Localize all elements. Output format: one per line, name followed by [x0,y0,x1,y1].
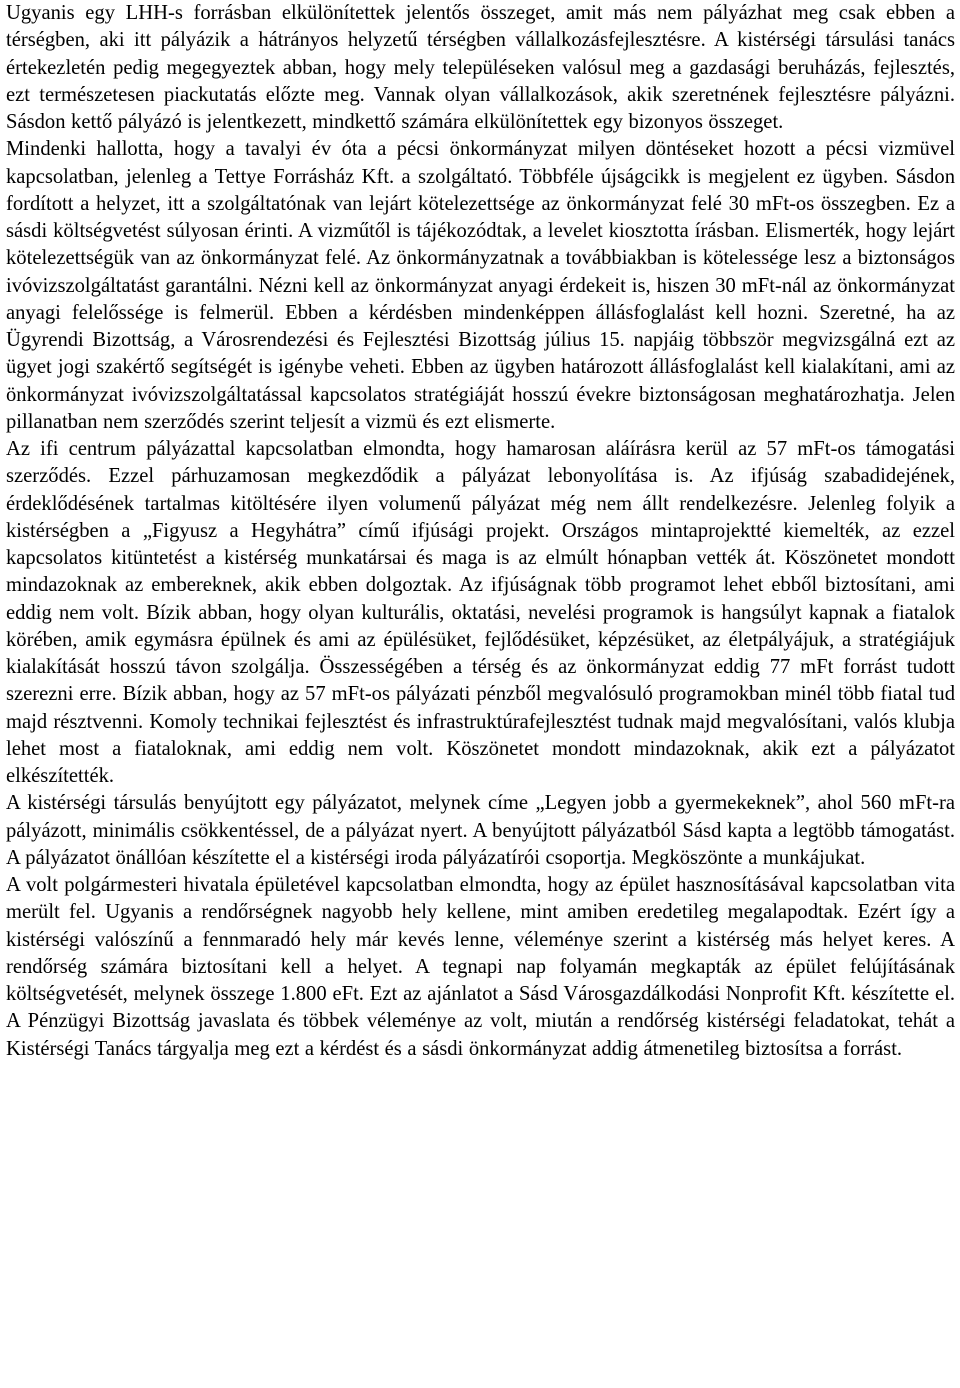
paragraph-former-mayors-office: A volt polgármesteri hivatala épületével kapcsolatban elmondta, hogy az épület hasznosításával kapcsolatban vita merült fel. Ugyanis a rendőrségnek nagyobb hely kellene, mint amiben eredetileg megalapodtak. Ezért így a kistérségi valószínű a fennmaradó hely már kevés lenne, véleménye szerint a kistérség más helyet keres. A rendőrség számára biztosítani kell a helyet. A tegnapi nap folyamán megkapták az épület felújításának költségvetését, melynek összege 1.800 eFt. Ezt az ajánlatot a Sásd Városgazdálkodási Nonprofit Kft. készítette el. A Pénzügyi Bizottság javaslata és többek véleménye az volt, miután a rendőrség kistérségi feladatokat, tehát a Kistérségi Tanács tárgyalja meg ezt a kérdést és a sásdi önkormányzat addig átmenetileg biztosítsa a forrást. [6,874,955,1060]
paragraph-lhh-funding: Ugyanis egy LHH-s forrásban elkülönítettek jelentős összeget, amit más nem pályázhat meg csak ebben a térségben, aki itt pályázik a hátrányos helyzetű térségben vállalkozásfejlesztésre. A kistérségi társulási tanács értekezletén pedig megegyeztek abban, hogy mely településeken valósul meg a gazdasági beruházás, fejlesztés, ezt természetesen piackutatás előzte meg. Vannak olyan vállalkozások, akik szeretnének fejlesztésre pályázni. Sásdon kettő pályázó is jelentkezett, mindkettő számára elkülönítettek egy bizonyos összeget. [6,2,955,133]
paragraph-children-grant: A kistérségi társulás benyújtott egy pályázatot, melynek címe „Legyen jobb a gyermekeknek”, ahol 560 mFt-ra pályázott, minimális csökkentéssel, de a pályázat nyert. A benyújtott pályázatból Sásd kapta a legtöbb támogatást. A pályázatot önállóan készítette el a kistérségi iroda pályázatírói csoportja. Megköszönte a munkájukat. [6,792,955,869]
paragraph-youth-centre: Az ifi centrum pályázattal kapcsolatban elmondta, hogy hamarosan aláírásra kerül az 57 mFt-os támogatási szerződés. Ezzel párhuzamosan megkezdődik a pályázat lebonyolítása is. Az ifjúság szabadidejének, érdeklődésének tartalmas kitöltésére ilyen volumenű pályázat még nem állt rendelkezésre. Jelenleg folyik a kistérségben a „Figyusz a Hegyhátra” című ifjúsági projekt. Országos mintaprojektté kiemelték, az ezzel kapcsolatos kitüntetést a kistérség munkatársai és maga is az elmúlt hónapban vették át. Köszönetet mondott mindazoknak az embereknek, akik ebben dolgoztak. Az ifjúságnak több programot lehet ebből biztosítani, ami eddig nem volt. Bízik abban, hogy olyan kulturális, oktatási, nevelési programok is hangsúlyt kapnak a fiatalok körében, amik egymásra épülnek és ami az épülésüket, fejlődésüket, képzésüket, az életpályájuk, a stratégiájuk kialakítását hosszú távon szolgálja. Összességében a térség és az önkormányzat eddig 77 mFt forrást tudott szerezni erre. Bízik abban, hogy az 57 mFt-os pályázati pénzből megvalósuló programokban minél több fiatal tud majd résztvenni. Komoly technikai fejlesztést és infrastruktúrafejlesztést tudnak majd megvalósítani, valós klubja lehet most a fiataloknak, ami eddig nem volt. Köszönetet mondott mindazoknak, akik ezt a pályázatot elkészítették. [6,438,955,787]
paragraph-water-utility: Mindenki hallotta, hogy a tavalyi év óta a pécsi önkormányzat milyen döntéseket hozott a pécsi vizmüvel kapcsolatban, jelenleg a Tettye Forrásház Kft. a szolgáltató. Többféle újságcikk is megjelent ez ügyben. Sásdon fordított a helyzet, itt a szolgáltatónak van lejárt kötelezettsége az önkormányzat felé 30 mFt-os összegben. Ez a sásdi költségvetést súlyosan érinti. A vizműtől is tájékozódtak, a levelet kiosztotta írásban. Elismerték, hogy lejárt kötelezettségük van az önkormányzat felé. Az önkormányzatnak a továbbiakban is kötelessége lesz a biztonságos ivóvizszolgáltatást garantálni. Nézni kell az önkormányzat anyagi érdekeit is, hiszen 30 mFt-nál az önkormányzat anyagi felelőssége is felmerül. Ebben a kérdésben mindenképpen állásfoglalást kell hozni. Szeretné, ha az Ügyrendi Bizottság, a Városrendezési és Fejlesztési Bizottság július 15. napjáig többször megvizsgálná ezt az ügyet jogi szakértő segítségét is igénybe veheti. Ebben az ügyben határozott állásfoglalást kell kialakítani, ami az önkormányzat ivóvizszolgáltatással kapcsolatos stratégiáját hosszú évekre biztonságosan meghatározhatja. Jelen pillanatban nem szerződés szerint teljesít a vizmü és ezt elismerte. [6,138,955,433]
